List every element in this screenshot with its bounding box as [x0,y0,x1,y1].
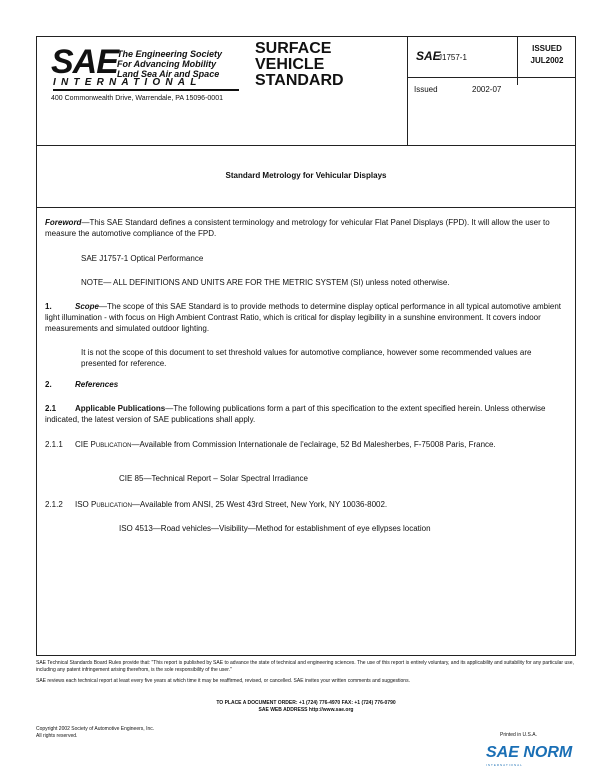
section-number: 2.1 [45,404,57,413]
org-address: 400 Commonwealth Drive, Warrendale, PA 15096-0001 [51,95,223,102]
order-info [36,700,576,714]
foreword-sub: SAE J1757-1 Optical Performance [81,254,204,263]
copyright: Copyright 2002 Society of Automotive Engineers, Inc. All rights reserved. [36,726,155,739]
sae-small-logo: SAE [416,49,441,63]
cie-item: CIE 85—Technical Report – Solar Spectral Irradiance [119,474,308,483]
section-number: 2.1.2 [45,500,63,509]
references-heading [45,379,118,390]
applicable-text: —The following publications form a part of this specification to the extent specified herein. Unless otherwise indicated, the latest version of SAE publications shall apply. [45,404,546,424]
foreword-text: —This SAE Standard defines a consistent terminology and metrology for vehicular Flat Panel Displays (FPD). It will allow the user to measure the automotive compliance of the FPD. [45,218,550,238]
iso-text: —Available from ANSI, 25 West 43rd Street, New York, NY 10036-8002. [131,500,388,509]
footer [36,660,576,689]
title-row [37,145,575,208]
section-number: 2.1.1 [45,440,63,449]
section-number: 1. [45,302,52,311]
doc-number-block [407,37,518,145]
sae-logo: SAE [51,43,118,81]
document-frame [36,36,576,656]
cie-text: —Available from Commission Internationale de l'eclairage, 52 Bd Malesherbes, F-75008 Paris, France. [131,440,496,449]
org-international: INTERNATIONAL [53,77,202,88]
doc-type-block [255,37,405,145]
page-title: Standard Metrology for Vehicular Displays [225,171,387,180]
foreword [45,217,567,239]
cie-label: CIE Publication [75,440,132,449]
foreword-label: Foreword [45,218,82,227]
web-address: SAE WEB ADDRESS http://www.sae.org [258,707,354,713]
policy-text: SAE reviews each technical report at least every five years at which time it may be reaffirmed, revised, or cancelled. SAE invites your written comments and suggestions. [36,678,410,684]
scope-section [45,301,567,334]
sae-norm-logo: SAE NORM [486,744,573,761]
header-row [37,37,575,146]
divider [53,89,239,91]
section-number: 2. [45,380,52,389]
scope-label: Scope [75,302,100,311]
order-phone: TO PLACE A DOCUMENT ORDER: +1 (724) 776-4970 FAX: +1 (724) 776-0790 [216,700,396,706]
scope-text-2: It is not the scope of this document to set threshold values for automotive compliance, however some recommended values are presented for reference. [81,348,532,368]
references-label: References [75,380,119,389]
org-logo-block [37,37,255,145]
sae-norm-sub: INTERNATIONAL [486,763,523,767]
scope-text: —The scope of this SAE Standard is to provide methods to determine display optical performance in all typical automotive ambient light illumination - with focus on High Ambient Contrast Ratio, which is critical for display legibility in a sunshine environment. It covers indoor measurements and simulated outdoor lighting. [45,302,562,333]
issued-label: Issued [414,85,438,94]
issued-date: 2002-07 [472,85,502,94]
doc-number: J1757-1 [438,53,467,62]
iso-item: ISO 4513—Road vehicles—Visibility—Method for establishment of eye ellypses location [119,524,431,533]
applicable-label: Applicable Publications [75,404,166,413]
policy-text: SAE Technical Standards Board Rules provide that: "This report is published by SAE to advance the state of technical and engineering sciences. The use of this report is entirely voluntary, and its applicability and suitability for any particular use, including any patent infringement arising therefrom, is the sole responsibility of the user." [36,660,574,673]
iso-label: ISO Publication [75,500,132,509]
applicable-section [45,403,567,425]
doc-type: SURFACE VEHICLE STANDARD [255,40,344,89]
cie-section [45,439,496,450]
issued-header: ISSUED JUL2002 [530,44,564,65]
note: NOTE— ALL DEFINITIONS AND UNITS ARE FOR THE METRIC SYSTEM (SI) unless noted otherwise. [81,278,450,287]
iso-section [45,499,387,510]
issued-header-block [517,37,576,85]
org-tagline: The Engineering Society For Advancing Mobility Land Sea Air and Space [117,49,223,79]
printed-in: Printed in U.S.A. [500,732,537,738]
